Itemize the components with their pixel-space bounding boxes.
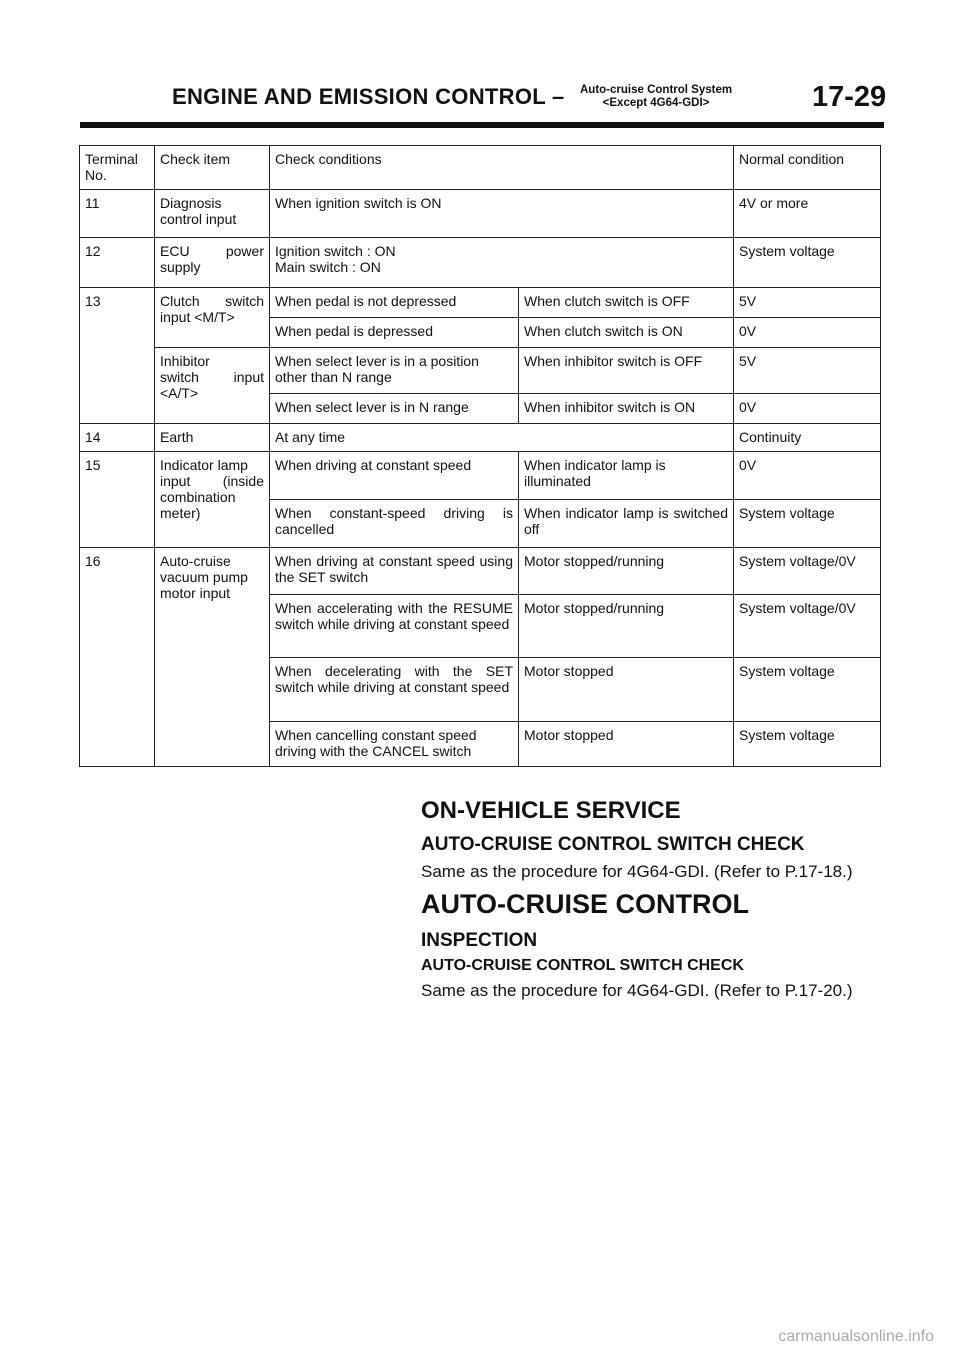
terminal-no: 16	[80, 548, 155, 767]
table-row	[80, 424, 881, 452]
switch-state: Motor stopped	[519, 658, 734, 722]
check-item-line: supply	[160, 259, 201, 275]
normal-condition: System voltage/0V	[734, 595, 881, 658]
check-condition: When select lever is in a position other than N range	[270, 348, 519, 394]
table-header-row	[80, 146, 881, 190]
table-row	[80, 190, 881, 238]
header-check-conditions: Check conditions	[270, 146, 734, 190]
check-condition: When driving at constant speed using the SET switch	[270, 548, 519, 595]
switch-state: When inhibitor switch is ON	[519, 394, 734, 424]
inspection-switch-check-heading: AUTO-CRUISE CONTROL SWITCH CHECK	[421, 957, 744, 974]
terminal-no: 15	[80, 452, 155, 548]
check-item: Earth	[155, 424, 270, 452]
switch-state: When inhibitor switch is OFF	[519, 348, 734, 394]
terminal-no: 14	[80, 424, 155, 452]
switch-state: When indicator lamp is illuminated	[519, 452, 734, 500]
normal-condition: Continuity	[734, 424, 881, 452]
check-condition: When pedal is not depressed	[270, 288, 519, 318]
check-item-line: Clutch switch	[160, 293, 264, 309]
check-item-line: switch input	[160, 369, 264, 385]
terminal-no: 13	[80, 288, 155, 424]
switch-state: When clutch switch is OFF	[519, 288, 734, 318]
switch-check-heading: AUTO-CRUISE CONTROL SWITCH CHECK	[421, 834, 805, 855]
check-item-line: meter)	[160, 505, 201, 521]
terminal-no: 11	[80, 190, 155, 238]
on-vehicle-service-heading: ON-VEHICLE SERVICE	[421, 797, 681, 824]
table-row	[80, 348, 881, 394]
check-item: Auto-cruise vacuum pump motor input	[155, 548, 270, 767]
auto-cruise-control-heading: AUTO-CRUISE CONTROL	[421, 889, 749, 919]
check-item	[155, 452, 270, 548]
inspection-heading: INSPECTION	[421, 930, 538, 951]
subtitle-line-1: Auto-cruise Control System	[580, 84, 733, 96]
watermark: carmanualsonline.info	[778, 1328, 934, 1345]
switch-state: When clutch switch is ON	[519, 318, 734, 348]
inspection-switch-check-text: Same as the procedure for 4G64-GDI. (Refer to P.17-20.)	[421, 981, 853, 1000]
normal-condition: System voltage	[734, 722, 881, 767]
check-item-line: input (inside	[160, 473, 264, 489]
check-item	[155, 348, 270, 424]
check-condition: When select lever is in N range	[270, 394, 519, 424]
check-condition: When pedal is depressed	[270, 318, 519, 348]
switch-check-text: Same as the procedure for 4G64-GDI. (Refer to P.17-18.)	[421, 862, 853, 881]
check-item	[155, 288, 270, 348]
header-rule	[80, 122, 884, 128]
page-number: 17-29	[812, 81, 887, 113]
switch-state: Motor stopped/running	[519, 595, 734, 658]
check-item-line: Inhibitor	[160, 353, 210, 369]
normal-condition: 5V	[734, 348, 881, 394]
normal-condition: 0V	[734, 318, 881, 348]
normal-condition: System voltage	[734, 238, 881, 288]
switch-state: Motor stopped/running	[519, 548, 734, 595]
section-subtitle	[580, 84, 732, 110]
condition-line: Main switch : ON	[275, 259, 381, 275]
terminal-check-table	[79, 145, 881, 767]
normal-condition: 0V	[734, 452, 881, 500]
check-condition	[270, 238, 734, 288]
check-condition: When driving at constant speed	[270, 452, 519, 500]
check-item-line: <A/T>	[160, 385, 199, 401]
subtitle-line-2: <Except 4G64-GDI>	[602, 97, 710, 109]
check-condition: When constant-speed driving is cancelled	[270, 500, 519, 548]
terminal-no: 12	[80, 238, 155, 288]
switch-state: When indicator lamp is switched off	[519, 500, 734, 548]
check-item: Diagnosis control input	[155, 190, 270, 238]
header-terminal: Terminal No.	[80, 146, 155, 190]
section-title: ENGINE AND EMISSION CONTROL –	[172, 84, 565, 109]
normal-condition: System voltage/0V	[734, 548, 881, 595]
check-condition: When ignition switch is ON	[270, 190, 734, 238]
check-condition: At any time	[270, 424, 734, 452]
check-condition: When decelerating with the SET switch while driving at constant speed	[270, 658, 519, 722]
check-condition: When cancelling constant speed driving with the CANCEL switch	[270, 722, 519, 767]
table-row	[80, 452, 881, 500]
check-item-line: Indicator lamp	[160, 457, 248, 473]
normal-condition: 4V or more	[734, 190, 881, 238]
table-row	[80, 548, 881, 595]
table-row	[80, 288, 881, 318]
normal-condition: 0V	[734, 394, 881, 424]
check-item-line: combination	[160, 489, 236, 505]
header-normal-condition: Normal condition	[734, 146, 881, 190]
normal-condition: System voltage	[734, 500, 881, 548]
header-check-item: Check item	[155, 146, 270, 190]
normal-condition: System voltage	[734, 658, 881, 722]
switch-state: Motor stopped	[519, 722, 734, 767]
check-item-line: input <M/T>	[160, 309, 235, 325]
check-condition: When accelerating with the RESUME switch while driving at constant speed	[270, 595, 519, 658]
condition-line: Ignition switch : ON	[275, 243, 396, 259]
check-item	[155, 238, 270, 288]
check-item-line: ECU power	[160, 243, 264, 259]
table-row	[80, 238, 881, 288]
normal-condition: 5V	[734, 288, 881, 318]
